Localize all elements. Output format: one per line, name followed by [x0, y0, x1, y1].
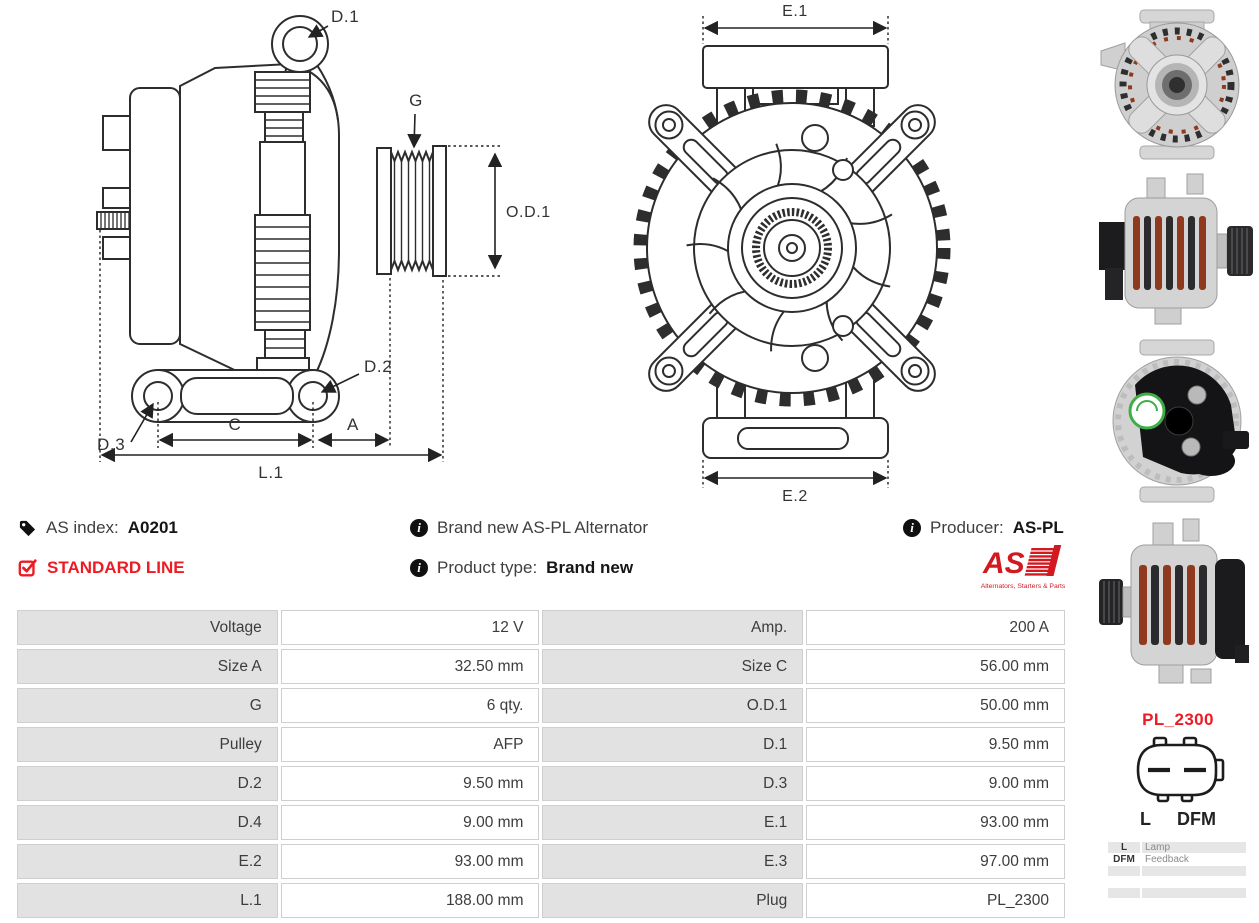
- plug-connector-diagram: [1126, 734, 1230, 806]
- legend-row: [1108, 866, 1246, 876]
- legend-row: [1108, 842, 1246, 853]
- pin-legend-table: [1106, 841, 1248, 899]
- legend-desc: [1142, 877, 1246, 887]
- spec-value: 32.50 mm: [281, 649, 540, 684]
- spec-label: E.1: [542, 805, 803, 840]
- legend-row: [1108, 854, 1246, 865]
- spec-label: Plug: [542, 883, 803, 918]
- producer-value: AS-PL: [1012, 518, 1064, 537]
- spec-value: PL_2300: [806, 883, 1065, 918]
- legend-row: [1108, 877, 1246, 887]
- dim-label-g: G: [409, 91, 423, 110]
- as-index-row: [18, 518, 178, 538]
- as-pl-logo: [981, 542, 1065, 592]
- as-pl-logo-tagline: Alternators, Starters & Parts: [981, 583, 1065, 590]
- producer-label: Producer:: [930, 518, 1004, 537]
- plug-pin-dfm: DFM: [1177, 809, 1216, 829]
- info-icon: [903, 519, 921, 537]
- table-row: [17, 766, 1065, 801]
- product-photo-side-view-pulley-left[interactable]: [1095, 515, 1259, 695]
- product-type-label: Product type:: [437, 558, 538, 577]
- dim-label-a: A: [347, 415, 359, 434]
- legend-key: L: [1108, 842, 1140, 853]
- producer-row: [903, 518, 1064, 538]
- table-row: [17, 805, 1065, 840]
- tag-icon: [18, 519, 37, 538]
- as-pl-logo-text: AS: [983, 547, 1025, 580]
- table-row: [17, 727, 1065, 762]
- table-row: [17, 844, 1065, 879]
- checkbox-checked-icon: [18, 558, 38, 578]
- spec-label: O.D.1: [542, 688, 803, 723]
- product-photo-side-view-pulley-right[interactable]: [1095, 170, 1259, 330]
- spec-value: 12 V: [281, 610, 540, 645]
- spec-value: 188.00 mm: [281, 883, 540, 918]
- spec-label: G: [17, 688, 278, 723]
- spec-value: 97.00 mm: [806, 844, 1065, 879]
- product-photo-rear-view[interactable]: [1095, 5, 1259, 165]
- brand-new-text: Brand new AS-PL Alternator: [437, 518, 649, 537]
- spec-label: E.2: [17, 844, 278, 879]
- spec-value: 56.00 mm: [806, 649, 1065, 684]
- info-icon: [410, 559, 428, 577]
- legend-key: DFM: [1108, 854, 1140, 865]
- spec-value: 9.00 mm: [281, 805, 540, 840]
- legend-desc: Feedback: [1142, 854, 1246, 865]
- legend-row: [1108, 888, 1246, 898]
- dim-label-d3: D.3: [97, 435, 126, 454]
- spec-label: Size A: [17, 649, 278, 684]
- dim-label-l1: L.1: [258, 463, 284, 482]
- plug-panel: [1103, 710, 1253, 830]
- dim-label-c: C: [228, 415, 242, 434]
- legend-desc: Lamp: [1142, 842, 1246, 853]
- spec-table: [14, 606, 1068, 922]
- spec-label: E.3: [542, 844, 803, 879]
- dim-label-e2: E.2: [782, 488, 808, 505]
- table-row: [17, 883, 1065, 918]
- legend-key: [1108, 877, 1140, 887]
- standard-line-row: [18, 558, 185, 578]
- product-photo-front-cover-view[interactable]: [1095, 335, 1259, 507]
- side-view-technical-drawing: [85, 0, 560, 492]
- plug-code: PL_2300: [1142, 710, 1214, 729]
- dim-label-od1: O.D.1: [506, 204, 551, 221]
- dim-label-e1: E.1: [782, 3, 808, 20]
- legend-desc: [1142, 888, 1246, 898]
- brand-new-row: [410, 518, 648, 538]
- spec-value: 200 A: [806, 610, 1065, 645]
- spec-label: Size C: [542, 649, 803, 684]
- spec-label: D.2: [17, 766, 278, 801]
- spec-value: 50.00 mm: [806, 688, 1065, 723]
- dim-label-d2: D.2: [364, 357, 393, 376]
- product-type-value: Brand new: [546, 558, 634, 577]
- front-view-technical-drawing: [620, 0, 960, 505]
- spec-label: D.1: [542, 727, 803, 762]
- table-row: [17, 610, 1065, 645]
- info-icon: [410, 519, 428, 537]
- table-row: [17, 688, 1065, 723]
- legend-desc: [1142, 866, 1246, 876]
- legend-key: [1108, 888, 1140, 898]
- spec-value: 9.50 mm: [806, 727, 1065, 762]
- spec-value: 93.00 mm: [281, 844, 540, 879]
- plug-pin-l: L: [1140, 809, 1151, 829]
- standard-line-label: STANDARD LINE: [47, 558, 185, 577]
- spec-label: Pulley: [17, 727, 278, 762]
- spec-label: D.4: [17, 805, 278, 840]
- spec-label: Voltage: [17, 610, 278, 645]
- spec-value: 93.00 mm: [806, 805, 1065, 840]
- spec-label: L.1: [17, 883, 278, 918]
- spec-value: AFP: [281, 727, 540, 762]
- spec-value: 9.50 mm: [281, 766, 540, 801]
- product-type-row: [410, 558, 633, 578]
- legend-key: [1108, 866, 1140, 876]
- spec-value: 9.00 mm: [806, 766, 1065, 801]
- table-row: [17, 649, 1065, 684]
- spec-value: 6 qty.: [281, 688, 540, 723]
- spec-label: Amp.: [542, 610, 803, 645]
- dim-label-d1: D.1: [331, 7, 360, 26]
- as-index-label: AS index:: [46, 518, 119, 537]
- spec-label: D.3: [542, 766, 803, 801]
- as-index-value: A0201: [127, 518, 178, 537]
